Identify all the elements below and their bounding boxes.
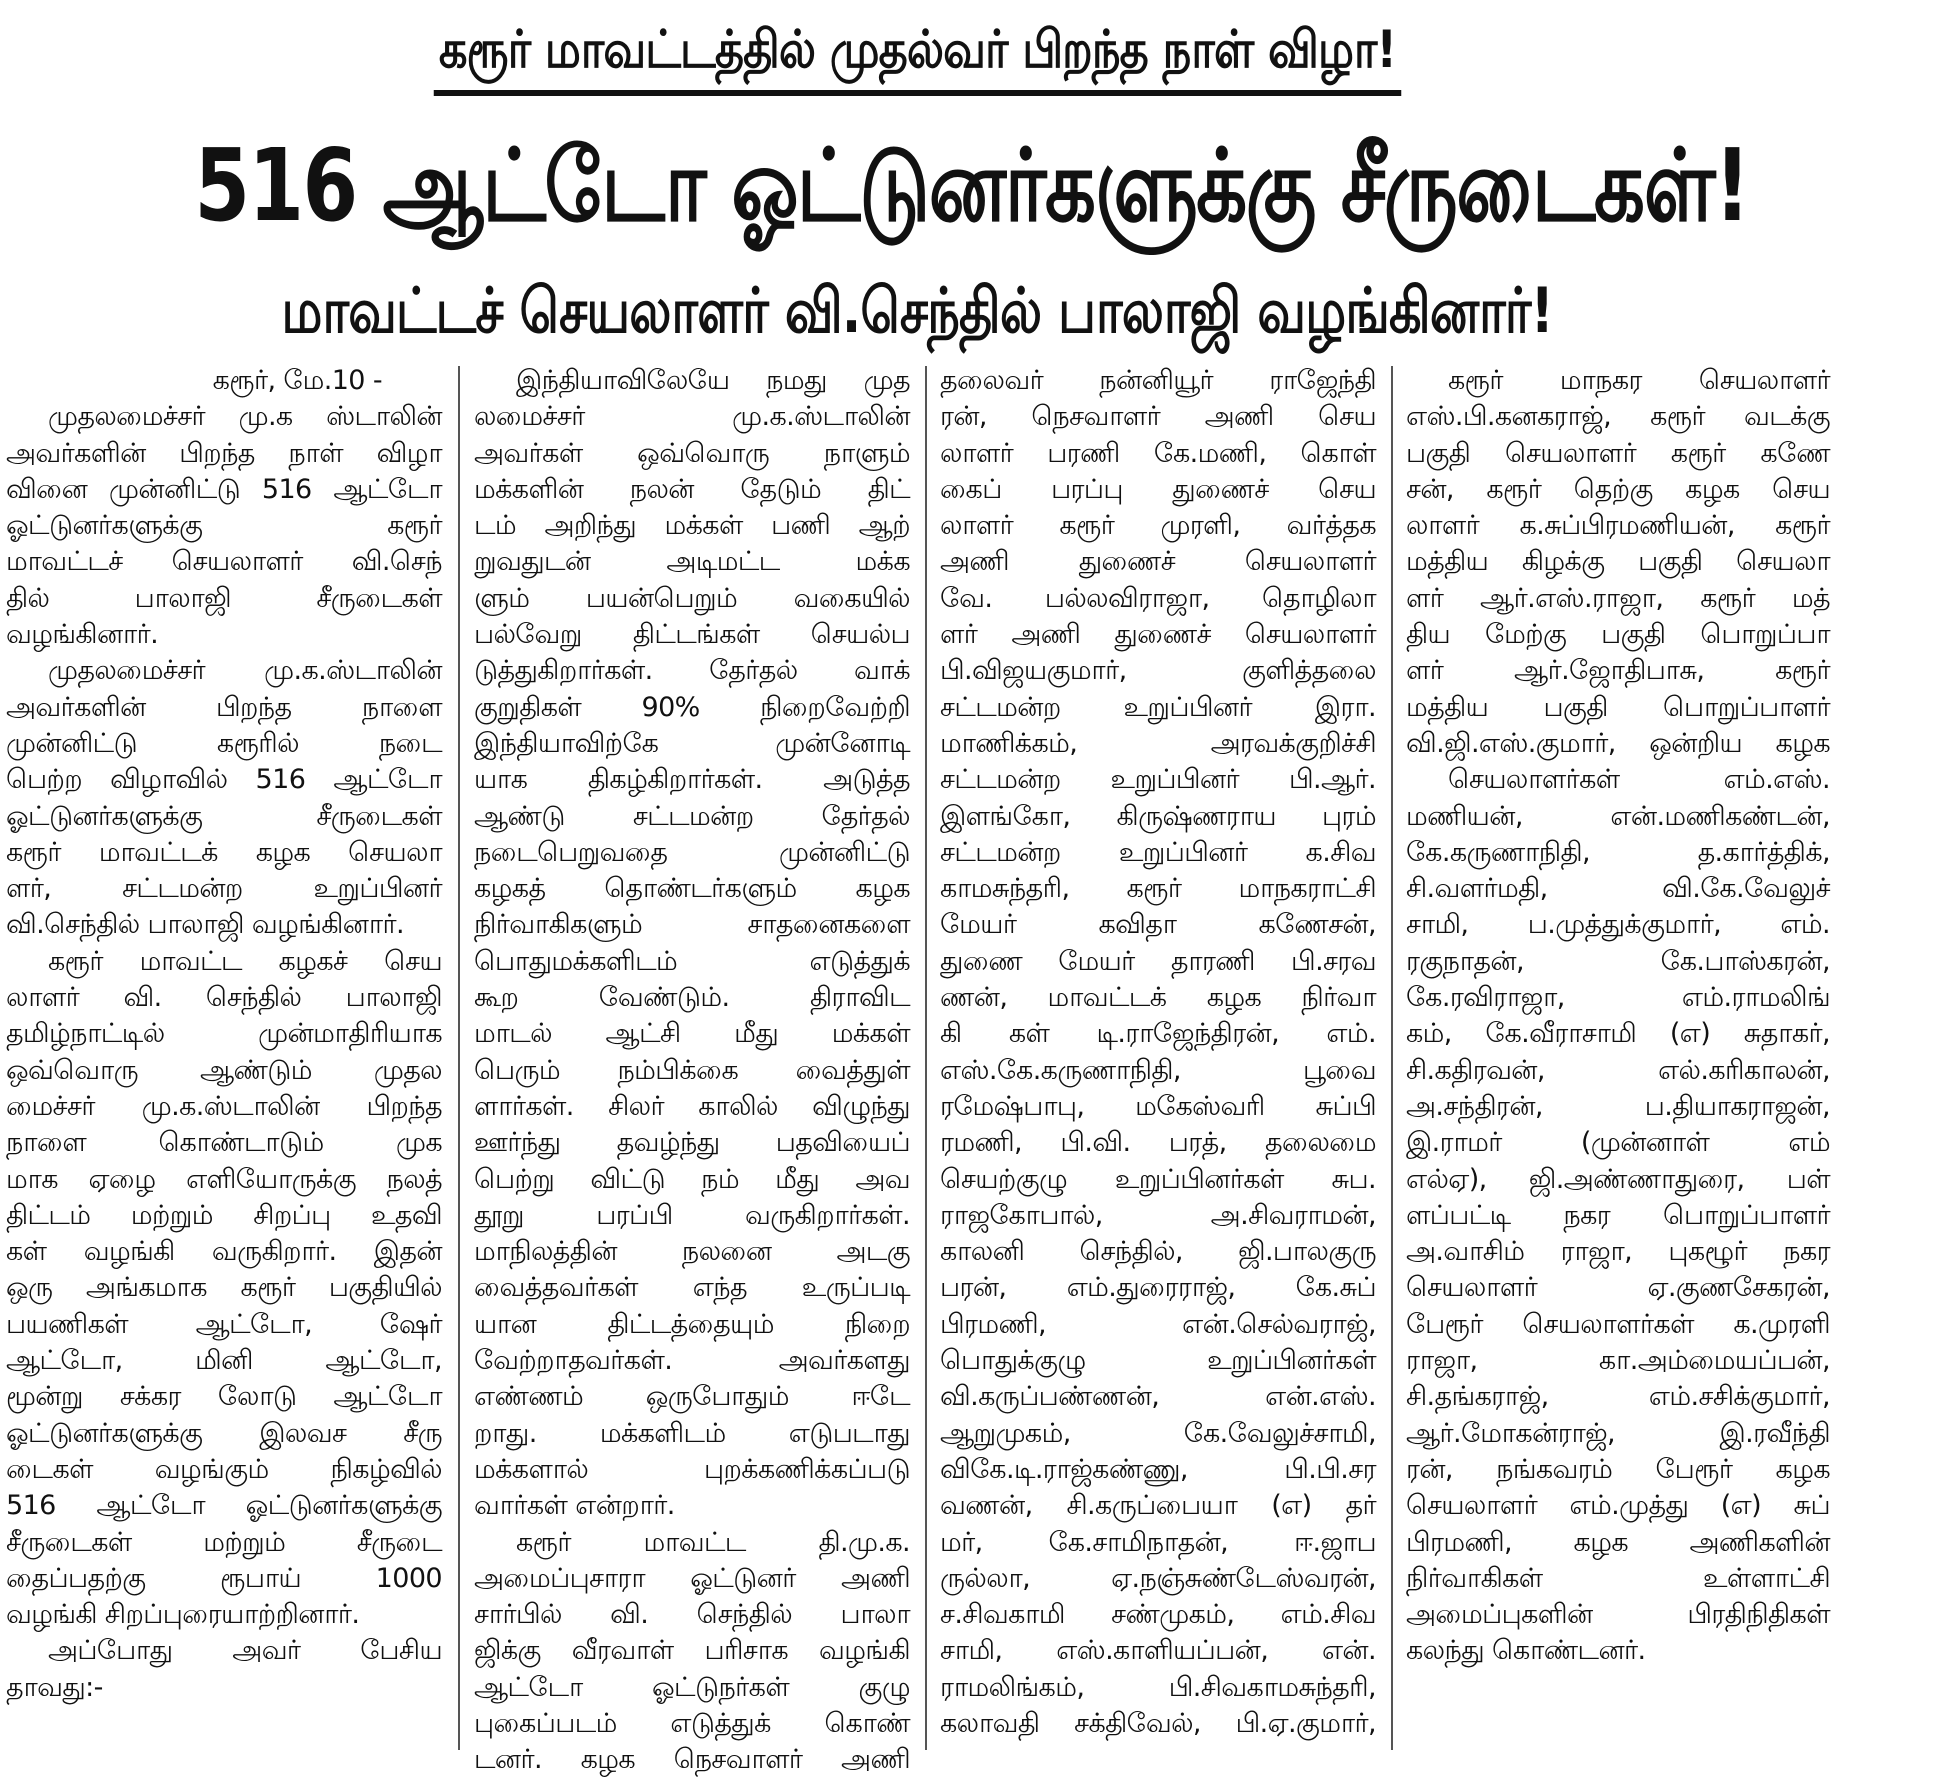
article-line: தமிழ்நாட்டில் முன்மாதிரியாக [6,1018,442,1050]
article-line: ஆண்டு சட்டமன்ற தேர்தல் [474,800,910,832]
article-line: திட்டம் மற்றும் சிறப்பு உதவி [6,1199,442,1231]
article-line: 516 ஆட்டோ ஓட்டுனர்களுக்கு [6,1490,442,1522]
article-line: டுத்துகிறார்கள். தேர்தல் வாக் [474,655,910,687]
article-column-2 [474,363,910,1776]
article-line: ளார்கள். சிலர் காலில் விழுந்து [474,1090,910,1122]
article-line: ணன், மாவட்டக் கழக நிர்வா [940,982,1376,1014]
article-line: பல்வேறு திட்டங்கள் செயல்ப [474,619,910,651]
article-line: நடைபெறுவதை முன்னிட்டு [474,836,910,868]
article-line: சன், கரூர் தெற்கு கழக செய [1406,473,1830,505]
article-line: ருல்லா, ஏ.நஞ்சுண்டேஸ்வரன், [940,1562,1376,1594]
article-line: மணியன், என்.மணிகண்டன், [1406,800,1830,832]
article-line: ஆர்.மோகன்ராஜ், இ.ரவீந்தி [1406,1417,1830,1449]
article-line: மாணிக்கம், அரவக்குறிச்சி [940,727,1376,759]
article-line: எல்ஏ), ஜி.அண்ணாதுரை, பள் [1406,1163,1830,1195]
article-line: லமைச்சர் மு.க.ஸ்டாலின் [474,401,910,433]
article-line: வி.செந்தில் பாலாஜி வழங்கினார். [6,909,404,941]
article-line: எஸ்.பி.கனகராஜ், கரூர் வடக்கு [1406,401,1830,433]
article-line: மத்திய பகுதி பொறுப்பாளர் [1406,691,1830,723]
article-line: ஜிக்கு வீரவாள் பரிசாக வழங்கி [474,1635,910,1667]
article-line: யான திட்டத்தையும் நிறை [474,1308,910,1340]
article-line: தூறு பரப்பி வருகிறார்கள். [474,1199,910,1231]
column-divider [1391,366,1393,1750]
article-line: தில் பாலாஜி சீருடைகள் [6,582,442,614]
article-line: வழங்கினார். [6,619,159,651]
article-line: ரகுநாதன், கே.பாஸ்கரன், [1406,945,1830,977]
article-line: மூன்று சக்கர லோடு ஆட்டோ [6,1381,442,1413]
article-line: மேயர் கவிதா கணேசன், [940,909,1376,941]
article-line: இந்தியாவிற்கே முன்னோடி [474,727,910,759]
article-line: ஆட்டோ ஓட்டுநர்கள் குழு [474,1671,910,1703]
article-line: விகே.டி.ராஜ்கண்ணு, பி.பி.சர [940,1453,1376,1485]
article-line: வேற்றாதவர்கள். அவர்களது [474,1345,910,1377]
article-line: ராஜா, கா.அம்மையப்பன், [1406,1345,1830,1377]
kicker-headline: கரூர் மாவட்டத்தில் முதல்வர் பிறந்த நாள் விழா! [433,14,1401,96]
article-line: வினை முன்னிட்டு 516 ஆட்டோ [6,473,442,505]
article-line: அமைப்புகளின் பிரதிநிதிகள் [1406,1599,1830,1631]
article-line: ராஜகோபால், அ.சிவராமன், [940,1199,1376,1231]
article-line: பயணிகள் ஆட்டோ, ஷேர் [6,1308,442,1340]
article-line: சி.தங்கராஜ், எம்.சசிக்குமார், [1406,1381,1830,1413]
article-line: ளர், சட்டமன்ற உறுப்பினர் [6,873,442,905]
article-line: ரமேஷ்பாபு, மகேஸ்வரி சுப்பி [940,1090,1376,1122]
article-line: மாநிலத்தின் நலனை அடகு [474,1236,910,1268]
article-line: செயலாளர் ஏ.குணசேகரன், [1406,1272,1830,1304]
article-line: வணன், சி.கருப்பையா (எ) தர் [940,1490,1376,1522]
article-line: கள் வழங்கி வருகிறார். இதன் [6,1236,442,1268]
article-line: இளங்கோ, கிருஷ்ணராய புரம் [940,800,1376,832]
article-line: கழகத் தொண்டர்களும் கழக [474,873,910,905]
article-line: நிர்வாகிகளும் சாதனைகளை [474,909,910,941]
article-line: எஸ்.கே.கருணாநிதி, பூவை [940,1054,1376,1086]
article-line: கி கள் டி.ராஜேந்திரன், எம். [940,1018,1376,1050]
article-line: ஒரு அங்கமாக கரூர் பகுதியில் [6,1272,442,1304]
article-line: மாவட்டச் செயலாளர் வி.செந் [6,546,442,578]
article-line: இந்தியாவிலேயே நமது முத [516,365,910,396]
article-line: சட்டமன்ற உறுப்பினர் இரா. [940,691,1376,723]
article-line: பகுதி செயலாளர் கரூர் கணே [1406,437,1830,469]
article-line: பிரமணி, என்.செல்வராஜ், [940,1308,1376,1340]
article-line: பெரும் நம்பிக்கை வைத்துள் [474,1054,910,1086]
article-line: பிரமணி, கழக அணிகளின் [1406,1526,1830,1558]
article-line: ஒவ்வொரு ஆண்டும் முதல [6,1054,442,1086]
article-line: தலைவர் நன்னியூர் ராஜேந்தி [940,365,1376,396]
article-line: வி.ஜி.எஸ்.குமார், ஒன்றிய கழக [1406,727,1830,759]
article-line: மைச்சர் மு.க.ஸ்டாலின் பிறந்த [6,1090,442,1122]
column-divider [458,366,460,1750]
article-line: றாது. மக்களிடம் எடுபடாது [474,1417,910,1449]
article-line: கரூர், மே.10 - [212,365,382,396]
article-line: கரூர் மாநகர செயலாளர் [1448,365,1830,396]
article-line: அ.வாசிம் ராஜா, புகழூர் நகர [1406,1236,1830,1268]
article-line: துணை மேயர் தாரணி பி.சரவ [940,945,1376,977]
article-line: அ.சந்திரன், ப.தியாகராஜன், [1406,1090,1830,1122]
article-line: கரூர் மாவட்ட தி.மு.க. [516,1526,910,1558]
article-line: ஆறுமுகம், கே.வேலுச்சாமி, [940,1417,1376,1449]
article-line: ரமணி, பி.வி. பரத், தலைமை [940,1127,1376,1159]
article-line: காமசுந்தரி, கரூர் மாநகராட்சி [940,873,1376,905]
article-line: அவர்கள் ஒவ்வொரு நாளும் [474,437,910,469]
article-line: செயற்குழு உறுப்பினர்கள் சுப. [940,1163,1376,1195]
article-line: பி.விஜயகுமார், குளித்தலை [940,655,1376,687]
article-line: பரன், எம்.துரைராஜ், கே.சுப் [940,1272,1376,1304]
article-line: கரூர் மாவட்டக் கழக செயலா [6,836,442,868]
article-line: கே.ரவிராஜா, எம்.ராமலிங் [1406,982,1830,1014]
article-line: சி.கதிரவன், எல்.கரிகாலன், [1406,1054,1830,1086]
article-line: லாளர் பரணி கே.மணி, கொள் [940,437,1376,469]
article-line: டைகள் வழங்கும் நிகழ்வில் [6,1453,442,1485]
column-divider [925,366,927,1750]
article-line: முதலமைச்சர் மு.க.ஸ்டாலின் [48,655,442,687]
article-line: லாளர் வி. செந்தில் பாலாஜி [6,982,442,1014]
article-line: அணி துணைச் செயலாளர் [940,546,1376,578]
article-line: செயலாளர்கள் எம்.எஸ். [1448,764,1830,796]
article-line: லாளர் கரூர் முரளி, வர்த்தக [940,510,1376,542]
article-line: ஊர்ந்து தவழ்ந்து பதவியைப் [474,1127,910,1159]
article-line: பொதுக்குழு உறுப்பினர்கள் [940,1345,1376,1377]
article-line: ரன், நெசவாளர் அணி செய [940,401,1376,433]
article-line: ளர் ஆர்.எஸ்.ராஜா, கரூர் மத் [1406,582,1830,614]
article-line: திய மேற்கு பகுதி பொறுப்பா [1406,619,1830,651]
article-line: கைப் பரப்பு துணைச் செய [940,473,1376,505]
article-line: காலனி செந்தில், ஜி.பாலகுரு [940,1236,1376,1268]
article-line: இ.ராமர் (முன்னாள் எம் [1406,1127,1830,1159]
article-line: வழங்கி சிறப்புரையாற்றினார். [6,1599,360,1631]
article-line: எண்ணம் ஒருபோதும் ஈடே [474,1381,910,1413]
article-line: ளர் அணி துணைச் செயலாளர் [940,619,1376,651]
article-line: நிர்வாகிகள் உள்ளாட்சி [1406,1562,1830,1594]
article-line: நாளை கொண்டாடும் முக [6,1127,442,1159]
article-line: பேரூர் செயலாளர்கள் க.முரளி [1406,1308,1830,1340]
article-line: பெற்று விட்டு நம் மீது அவ [474,1163,910,1195]
article-line: ளப்பட்டி நகர பொறுப்பாளர் [1406,1199,1830,1231]
article-line: அமைப்புசாரா ஓட்டுனர் அணி [474,1562,910,1594]
article-column-4 [1406,363,1830,1753]
article-line: கூற வேண்டும். திராவிட [474,982,910,1014]
article-line: கலாவதி சக்திவேல், பி.ஏ.குமார், [940,1707,1376,1739]
article-line: பெற்ற விழாவில் 516 ஆட்டோ [6,764,442,796]
article-line: சட்டமன்ற உறுப்பினர் க.சிவ [940,836,1376,868]
article-line: முன்னிட்டு கரூரில் நடை [6,727,442,759]
article-line: ளர் ஆர்.ஜோதிபாசு, கரூர் [1406,655,1830,687]
article-line: முதலமைச்சர் மு.க ஸ்டாலின் [48,401,442,433]
article-line: ச.சிவகாமி சண்முகம், எம்.சிவ [940,1599,1376,1631]
article-line: மர், கே.சாமிநாதன், ஈ.ஜாப [940,1526,1376,1558]
article-line: மத்திய கிழக்கு பகுதி செயலா [1406,546,1830,578]
article-line: அவர்களின் பிறந்த நாள் விழா [6,437,442,469]
article-line: செயலாளர் எம்.முத்து (எ) சுப் [1406,1490,1830,1522]
article-column-1 [6,363,442,1753]
article-line: ராமலிங்கம், பி.சிவகாமசுந்தரி, [940,1671,1376,1703]
article-line: மாக ஏழை எளியோருக்கு நலத் [6,1163,442,1195]
main-headline: 516 ஆட்டோ ஓட்டுனர்களுக்கு சீருடைகள்! [194,127,1749,244]
article-line: யாக திகழ்கிறார்கள். அடுத்த [474,764,910,796]
article-line: ஆட்டோ, மினி ஆட்டோ, [6,1345,442,1377]
sub-headline: மாவட்டச் செயலாளர் வி.செந்தில் பாலாஜி வழங்கினார்! [281,274,1553,347]
article-line: சாமி, எஸ்.காளியப்பன், என். [940,1635,1376,1667]
sub-headline-block [0,268,1834,358]
article-line: மாடல் ஆட்சி மீது மக்கள் [474,1018,910,1050]
article-line: கரூர் மாவட்ட கழகச் செய [48,945,442,977]
article-line: சீருடைகள் மற்றும் சீருடை [6,1526,442,1558]
article-line: றுவதுடன் அடிமட்ட மக்க [474,546,910,578]
main-headline-block [0,118,1834,258]
article-line: பொதுமக்களிடம் எடுத்துக் [474,945,910,977]
article-line: சட்டமன்ற உறுப்பினர் பி.ஆர். [940,764,1376,796]
article-line: ஓட்டுனர்களுக்கு இலவச சீரு [6,1417,442,1449]
article-line: ளும் பயன்பெறும் வகையில் [474,582,910,614]
article-line: வி.கருப்பண்ணன், என்.எஸ். [940,1381,1376,1413]
article-line: சாமி, ப.முத்துக்குமார், எம். [1406,909,1830,941]
article-line: மக்களால் புறக்கணிக்கப்படு [474,1453,910,1485]
article-line: புகைப்படம் எடுத்துக் கொண் [474,1707,910,1739]
article-line: அவர்களின் பிறந்த நாளை [6,691,442,723]
article-line: அப்போது அவர் பேசிய [48,1635,442,1667]
article-line: வார்கள் என்றார். [474,1490,675,1522]
article-line: தாவது:- [6,1671,103,1703]
article-column-3 [940,363,1376,1753]
article-line: ஓட்டுனர்களுக்கு சீருடைகள் [6,800,442,832]
article-line: சி.வளர்மதி, வி.கே.வேலுச் [1406,873,1830,905]
article-line: ஓட்டுனர்களுக்கு கரூர் [6,510,442,542]
article-line: வே. பல்லவிராஜா, தொழிலா [940,582,1376,614]
article-line: டனர். கழக நெசவாளர் அணி [474,1744,910,1776]
article-line: கலந்து கொண்டனர். [1406,1635,1646,1667]
article-line: வைத்தவர்கள் எந்த உருப்படி [474,1272,910,1304]
article-line: டம் அறிந்து மக்கள் பணி ஆற் [474,510,910,542]
article-line: கம், கே.வீராசாமி (எ) சுதாகர், [1406,1018,1830,1050]
article-line: கே.கருணாநிதி, த.கார்த்திக், [1406,836,1830,868]
article-line: மக்களின் நலன் தேடும் திட் [474,473,910,505]
article-line: குறுதிகள் 90% நிறைவேற்றி [474,691,910,723]
article-line: சார்பில் வி. செந்தில் பாலா [474,1599,910,1631]
article-line: லாளர் க.சுப்பிரமணியன், கரூர் [1406,510,1830,542]
article-line: ரன், நங்கவரம் பேரூர் கழக [1406,1453,1830,1485]
article-line: தைப்பதற்கு ரூபாய் 1000 [6,1562,442,1594]
kicker-headline-block [0,14,1834,98]
